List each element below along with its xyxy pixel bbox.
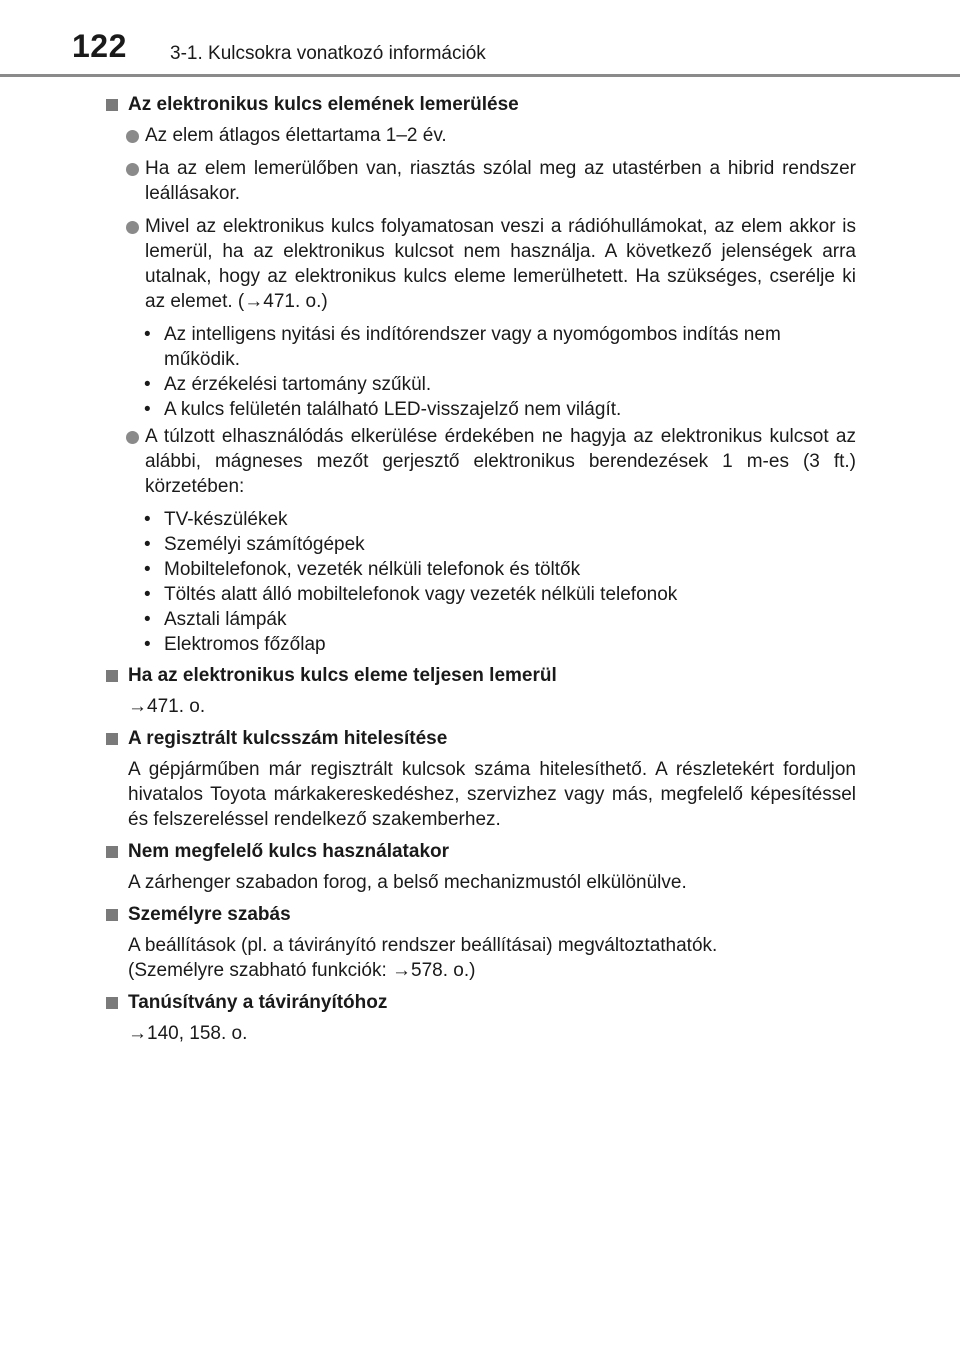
section-title-wrong-key — [104, 839, 856, 864]
square-bullet-icon — [106, 99, 118, 111]
bullet-text: A túlzott elhasználódás elkerülése érdekében ne hagyja az elektronikus kulcsot az alábbi, mágneses mezőt gerjesztő elektronikus berendezések 1 m-es (3 ft.) körzetében: — [145, 426, 856, 497]
list-item: • Az érzékelési tartomány szűkül. — [104, 372, 856, 397]
square-bullet-icon — [106, 997, 118, 1009]
square-bullet-icon — [106, 670, 118, 682]
section-title-text: A regisztrált kulcsszám hitelesítése — [128, 728, 448, 749]
paragraph — [104, 933, 856, 983]
list-item: • Az intelligens nyitási és indítórendszer vagy a nyomógombos indítás nem működik. — [104, 322, 856, 372]
section-title-text: Tanúsítvány a távirányítóhoz — [128, 992, 388, 1013]
bullet-item — [104, 123, 856, 148]
square-bullet-icon — [106, 733, 118, 745]
paragraph: A gépjárműben már regisztrált kulcsok száma hitelesíthető. A részletekért forduljon hivatalos Toyota márkakereskedéshez, szervizhez vagy más, megfelelő képesítéssel és felszereléssel rendelkező szakemberhez. — [128, 759, 856, 830]
section-title-text: Ha az elektronikus kulcs eleme teljesen lemerül — [128, 665, 557, 686]
list-item: • Elektromos főzőlap — [104, 632, 856, 657]
bullet-text: Az elem átlagos élettartama 1–2 év. — [145, 125, 447, 146]
section-title-text: Nem megfelelő kulcs használatakor — [128, 841, 450, 862]
circle-bullet-icon — [126, 130, 139, 143]
page-reference: →471. o. — [128, 696, 206, 717]
circle-bullet-icon — [126, 221, 139, 234]
circle-bullet-icon — [126, 163, 139, 176]
section-title-battery — [104, 92, 856, 117]
list-item: • Személyi számítógépek — [104, 532, 856, 557]
list-item: • Asztali lámpák — [104, 607, 856, 632]
page-reference: →140, 158. o. — [128, 1023, 248, 1044]
bullet-item — [104, 156, 856, 206]
section-title-certificate — [104, 990, 856, 1015]
section-title-text: Személyre szabás — [128, 904, 291, 925]
list-item: • A kulcs felületén található LED-visszajelző nem világít. — [104, 397, 856, 422]
square-bullet-icon — [106, 846, 118, 858]
paragraph: A zárhenger szabadon forog, a belső mechanizmustól elkülönülve. — [128, 872, 687, 893]
paragraph-line: (Személyre szabható funkciók: →578. o.) — [128, 960, 476, 981]
section-title-registered — [104, 726, 856, 751]
circle-bullet-icon — [126, 431, 139, 444]
bullet-text: Mivel az elektronikus kulcs folyamatosan veszi a rádióhullámokat, az elem akkor is lemerül, ha az elektronikus kulcsot nem használja. A következő jelenségek arra utalnak, hogy az elektronikus kulcs eleme lemerülhetett. Ha szükséges, cserélje ki az elemet. (→471. o.) — [145, 216, 856, 312]
section-title-customization — [104, 902, 856, 927]
header-divider — [0, 74, 960, 77]
bullet-text: Ha az elem lemerülőben van, riasztás szólal meg az utastérben a hibrid rendszer leállásakor. — [145, 158, 856, 204]
section-title-text: Az elektronikus kulcs elemének lemerülése — [128, 94, 519, 115]
list-item: • TV-készülékek — [104, 507, 856, 532]
page-content — [104, 88, 856, 1053]
page-number: 122 — [72, 28, 127, 64]
list-item: • Mobiltelefonok, vezeték nélküli telefonok és töltők — [104, 557, 856, 582]
device-list — [104, 507, 856, 657]
bullet-item — [104, 214, 856, 314]
page-header — [0, 0, 960, 80]
symptom-list — [104, 322, 856, 422]
paragraph-line: A beállítások (pl. a távirányító rendszer beállításai) megváltoztathatók. — [128, 935, 718, 956]
chapter-title: 3-1. Kulcsokra vonatkozó információk — [170, 43, 486, 64]
bullet-item — [104, 424, 856, 499]
list-item: • Töltés alatt álló mobiltelefonok vagy vezeték nélküli telefonok — [104, 582, 856, 607]
section-title-fully-depleted — [104, 663, 856, 688]
square-bullet-icon — [106, 909, 118, 921]
